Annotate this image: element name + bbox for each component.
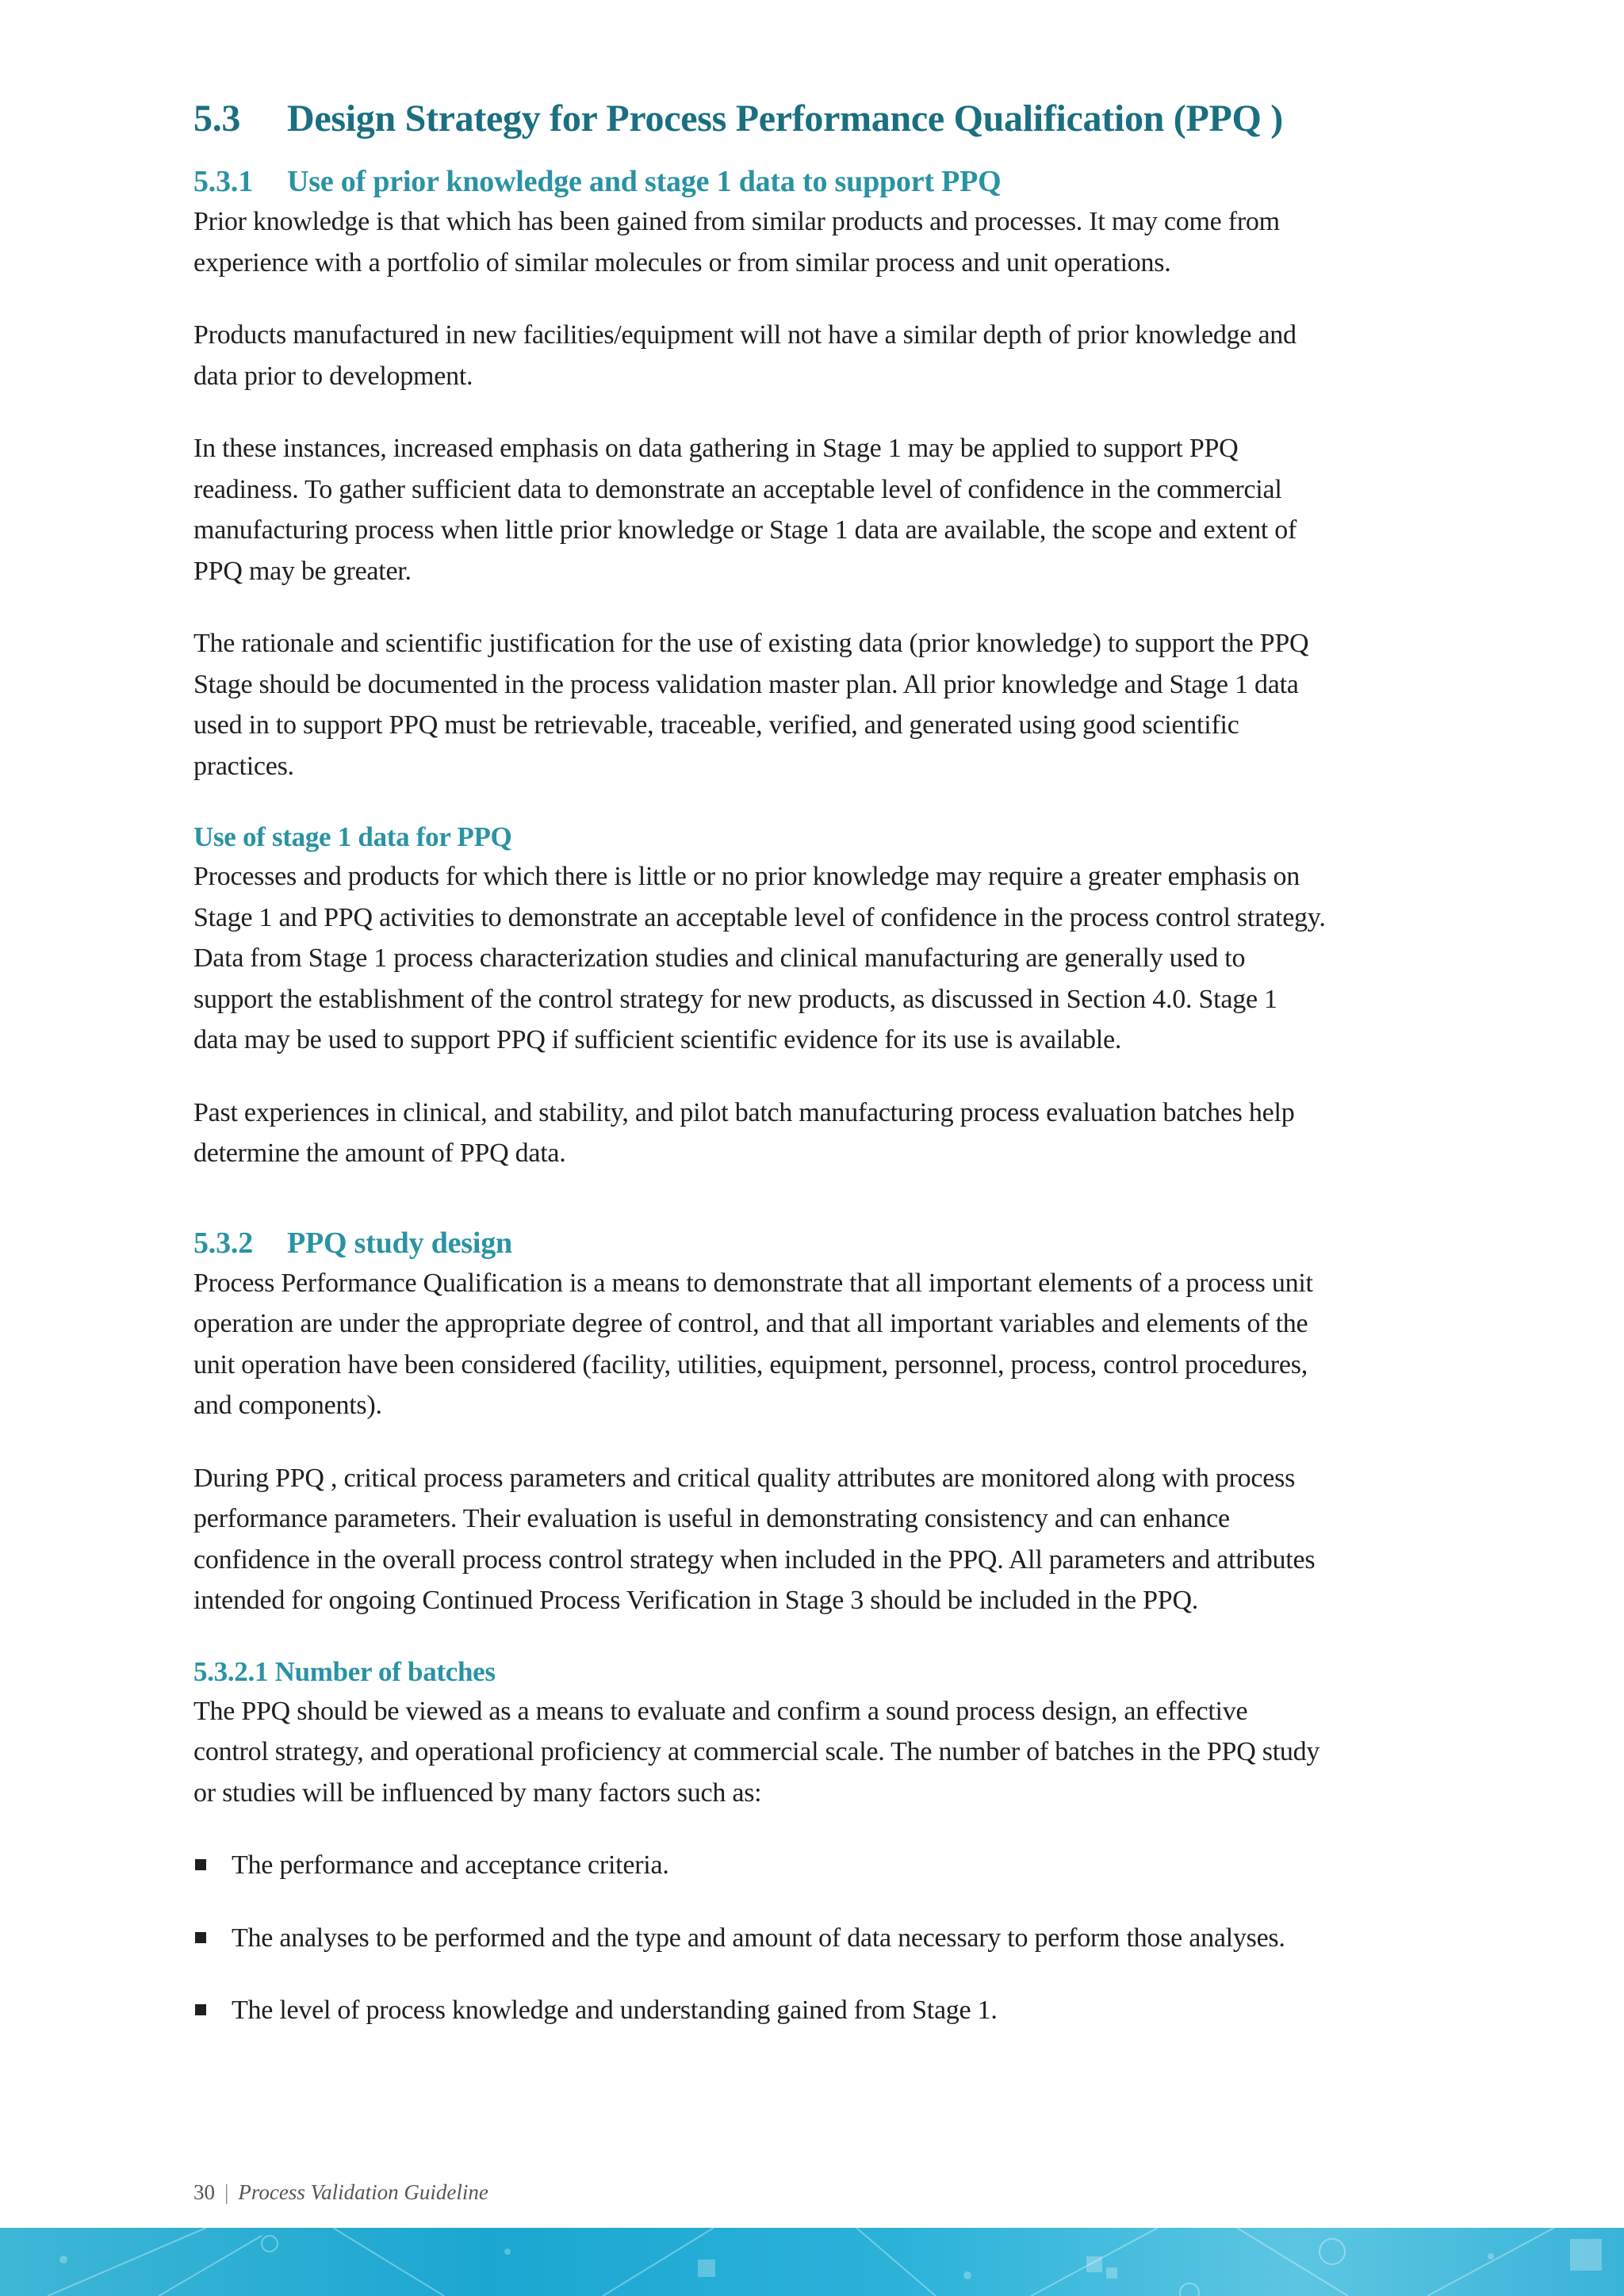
paragraph: Prior knowledge is that which has been gained from similar products and processes. It may come from experience with a portfolio of similar molecules or from similar process and unit operations. [193, 207, 1280, 277]
bullet-list [193, 1845, 1327, 2031]
section-heading [193, 94, 1327, 144]
bullet-square-icon [195, 2004, 206, 2015]
list-item [193, 1990, 1327, 2031]
paragraph: The PPQ should be viewed as a means to evaluate and confirm a sound process design, an effective control strategy, and operational proficiency at commercial scale. The number of batches in the PPQ study or studies will be influenced by many factors such as: [193, 1696, 1320, 1808]
paragraph: Past experiences in clinical, and stability, and pilot batch manufacturing process evaluation batches help determine the amount of PPQ data. [193, 1097, 1295, 1168]
page-content [193, 94, 1327, 2063]
section-title: Design Strategy for Process Performance Qualification (PPQ ) [287, 98, 1283, 140]
subsection-heading-5-3-2 [193, 1223, 1327, 1263]
paragraph: The rationale and scientific justification for the use of existing data (prior knowledge) to support the PPQ Stage should be documented in the process validation master plan. All prior knowledge and Stage 1 data used in to support PPQ must be retrievable, traceable, verified, and generated using good scientific practices. [193, 629, 1309, 781]
subsection-heading-5-3-1 [193, 162, 1327, 201]
paragraph: Processes and products for which there is little or no prior knowledge may require a greater emphasis on Stage 1 and PPQ activities to demonstrate an acceptable level of confidence in the process control strategy. Data from Stage 1 process characterization studies and clinical manufacturing are generally used to support the establishment of the control strategy for new products, as discussed in Section 4.0. Stage 1 data may be used to support PPQ if sufficient scientific evidence for its use is available. [193, 862, 1326, 1054]
subsection-title: Use of prior knowledge and stage 1 data to support PPQ [287, 165, 1002, 198]
list-item [193, 1918, 1327, 1959]
footer-document-title: Process Validation Guideline [238, 2180, 488, 2204]
bullet-square-icon [195, 1932, 206, 1943]
heading-use-of-stage-1-data: Use of stage 1 data for PPQ [193, 821, 512, 852]
paragraph: Process Performance Qualification is a means to demonstrate that all important elements of a process unit operation are under the appropriate degree of control, and that all important variables and elements of the unit operation have been considered (facility, utilities, equipment, personnel, process, control procedures, and components). [193, 1268, 1313, 1420]
list-item-text: The performance and acceptance criteria. [232, 1850, 669, 1880]
banner-pattern-graphic [0, 2228, 1624, 2296]
subsection-title: PPQ study design [287, 1226, 512, 1260]
section-number: 5.3 [193, 98, 241, 140]
paragraph: During PPQ , critical process parameters and critical quality attributes are monitored along with process performance parameters. Their evaluation is useful in demonstrating consistency and can enhance confidence in the overall process control strategy when included in the PPQ. All parameters and attributes intended for ongoing Continued Process Verification in Stage 3 should be included in the PPQ. [193, 1463, 1316, 1615]
subsection-number: 5.3.1 [193, 165, 254, 198]
list-item-text: The analyses to be performed and the type and amount of data necessary to perform those analyses. [232, 1923, 1285, 1953]
footer-separator: | [224, 2180, 229, 2204]
page-footer [193, 2180, 488, 2205]
paragraph: Products manufactured in new facilities/equipment will not have a similar depth of prior knowledge and data prior to development. [193, 320, 1297, 391]
bullet-square-icon [195, 1859, 206, 1870]
subsection-number: 5.3.2 [193, 1226, 254, 1260]
decorative-banner [0, 2228, 1624, 2296]
list-item-text: The level of process knowledge and understanding gained from Stage 1. [232, 1996, 998, 2025]
paragraph: In these instances, increased emphasis on data gathering in Stage 1 may be applied to support PPQ readiness. To gather sufficient data to demonstrate an acceptable level of confidence in the commercial manufacturing process when little prior knowledge or Stage 1 data are available, the scope and extent of PPQ may be greater. [193, 434, 1297, 586]
page-number: 30 [193, 2180, 215, 2204]
heading-number-of-batches: 5.3.2.1 Number of batches [193, 1655, 496, 1687]
list-item [193, 1845, 1327, 1886]
